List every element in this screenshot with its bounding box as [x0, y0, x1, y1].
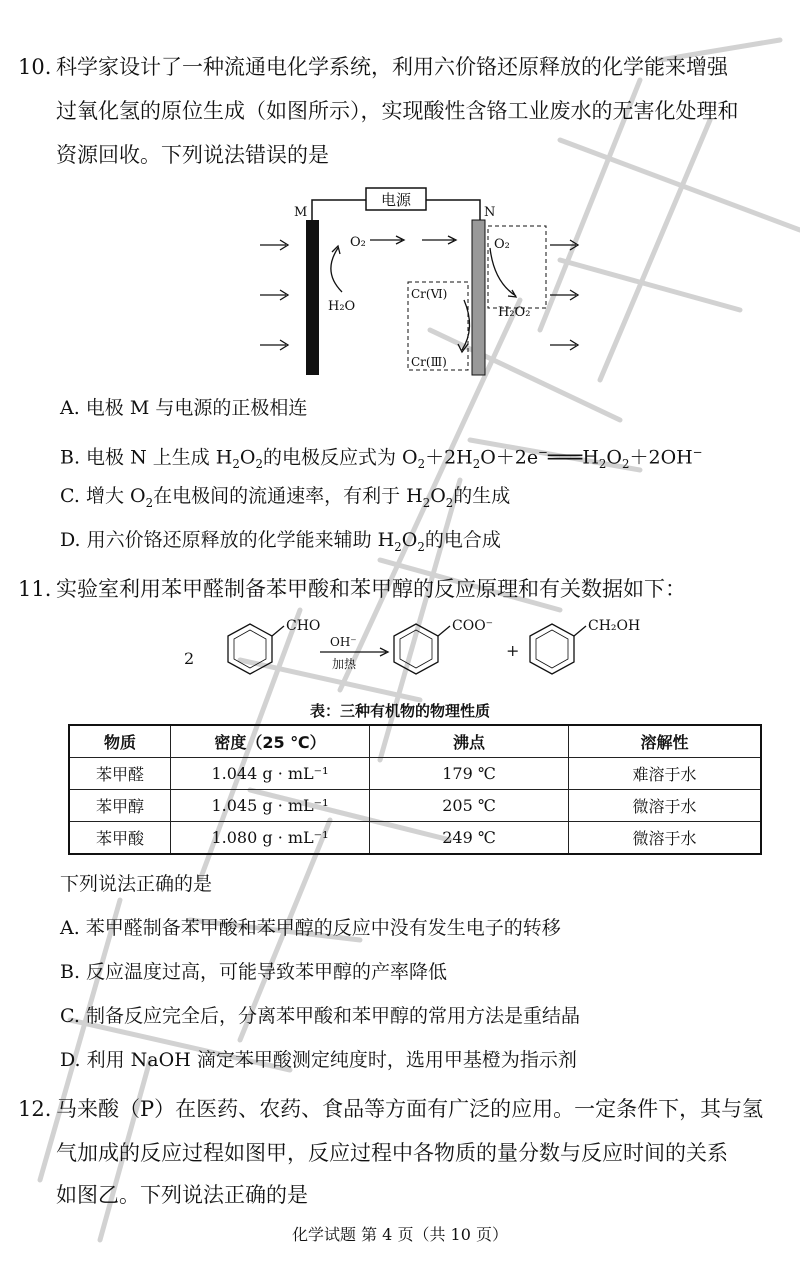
electrode-m	[306, 220, 319, 375]
header-density: 密度（25 ℃）	[171, 725, 370, 758]
o2-right-label: O₂	[494, 237, 510, 252]
q10-option-d: D. 用六价铬还原释放的化学能来辅助 $H_2O_2$的电合成	[60, 529, 501, 554]
h2o-label: H₂O	[328, 299, 356, 314]
q11-stem: 实验室利用苯甲醛制备苯甲酸和苯甲醇的反应原理和有关数据如下：	[56, 577, 686, 601]
table-cell: 1.044 g · mL⁻¹	[171, 758, 370, 790]
q10-stem-line-3: 资源回收。下列说法错误的是	[56, 143, 329, 167]
reaction-scheme	[180, 612, 680, 692]
power-label: 电源	[380, 191, 412, 209]
q11-question: 下列说法正确的是	[60, 873, 213, 895]
product2-group: CH₂OH	[588, 618, 641, 634]
table-cell: 微溶于水	[569, 822, 762, 855]
electrode-n-label: N	[484, 205, 496, 220]
q12-stem-line-3: 如图乙。下列说法正确的是	[56, 1183, 308, 1207]
table-row	[69, 822, 761, 855]
table-cell: 难溶于水	[569, 758, 762, 790]
benzene-ring-1	[228, 624, 272, 674]
plus-sign: +	[506, 641, 520, 660]
q11-option-b: B. 反应温度过高，可能导致苯甲醇的产率降低	[60, 961, 448, 983]
q11-option-d: D. 利用 NaOH 滴定苯甲酸测定纯度时，选用甲基橙为指示剂	[60, 1049, 577, 1071]
table-cell: 205 ℃	[370, 790, 569, 822]
q12-stem-line-2: 气加成的反应过程如图甲，反应过程中各物质的量分数与反应时间的关系	[56, 1141, 728, 1165]
q12-number: 12.	[18, 1097, 52, 1121]
product1-group: COO⁻	[452, 618, 494, 634]
q11-number: 11.	[18, 577, 52, 601]
header-boiling-point: 沸点	[370, 725, 569, 758]
header-substance: 物质	[69, 725, 171, 758]
condition-bottom: 加热	[332, 657, 357, 671]
table-cell: 1.045 g · mL⁻¹	[171, 790, 370, 822]
table-cell: 苯甲醛	[69, 758, 171, 790]
table-cell: 苯甲酸	[69, 822, 171, 855]
q11-option-a: A. 苯甲醛制备苯甲酸和苯甲醇的反应中没有发生电子的转移	[60, 917, 561, 939]
q10-option-a: A. 电极 M 与电源的正极相连	[60, 397, 308, 419]
q10-stem-line-1: 科学家设计了一种流通电化学系统，利用六价铬还原释放的化学能来增强	[56, 55, 728, 79]
q10-option-b: B. 电极 N 上生成 $H_2O_2$的电极反应式为 $O_2+2H_2O+2e^-═══H_2O_2+2OH^-$	[60, 445, 703, 472]
benzene-ring-3	[530, 624, 574, 674]
cr3-label: Cr(Ⅲ)	[411, 355, 447, 369]
table-header-row	[69, 725, 761, 758]
header-solubility: 溶解性	[569, 725, 762, 758]
electrode-m-label: M	[294, 205, 308, 220]
o2-left-label: O₂	[350, 235, 366, 250]
q11-option-c: C. 制备反应完全后，分离苯甲酸和苯甲醇的常用方法是重结晶	[60, 1005, 580, 1027]
electrochemical-cell-diagram	[250, 182, 580, 382]
table-row	[69, 758, 761, 790]
q10-number: 10.	[18, 55, 52, 79]
table-title: 表：三种有机物的物理性质	[309, 702, 490, 720]
electrode-n	[472, 220, 485, 375]
q12-stem-line-1: 马来酸（P）在医药、农药、食品等方面有广泛的应用。一定条件下，其与氢	[56, 1097, 764, 1121]
table-cell: 1.080 g · mL⁻¹	[171, 822, 370, 855]
table-row	[69, 790, 761, 822]
condition-top: OH⁻	[330, 635, 357, 649]
table-cell: 179 ℃	[370, 758, 569, 790]
benzene-ring-2	[394, 624, 438, 674]
coefficient: 2	[184, 649, 195, 668]
properties-table	[68, 724, 762, 855]
table-cell: 249 ℃	[370, 822, 569, 855]
q10-option-c: C. 增大 $O_2$在电极间的流通速率，有利于 $H_2O_2$的生成	[60, 485, 511, 510]
table-cell: 微溶于水	[569, 790, 762, 822]
table-cell: 苯甲醇	[69, 790, 171, 822]
cr6-label: Cr(Ⅵ)	[411, 287, 448, 301]
page-footer: 化学试题 第 4 页（共 10 页）	[292, 1225, 508, 1244]
h2o2-label: H₂O₂	[498, 305, 531, 320]
reactant-group: CHO	[286, 618, 321, 634]
q10-stem-line-2: 过氧化氢的原位生成（如图所示），实现酸性含铬工业废水的无害化处理和	[56, 99, 739, 123]
